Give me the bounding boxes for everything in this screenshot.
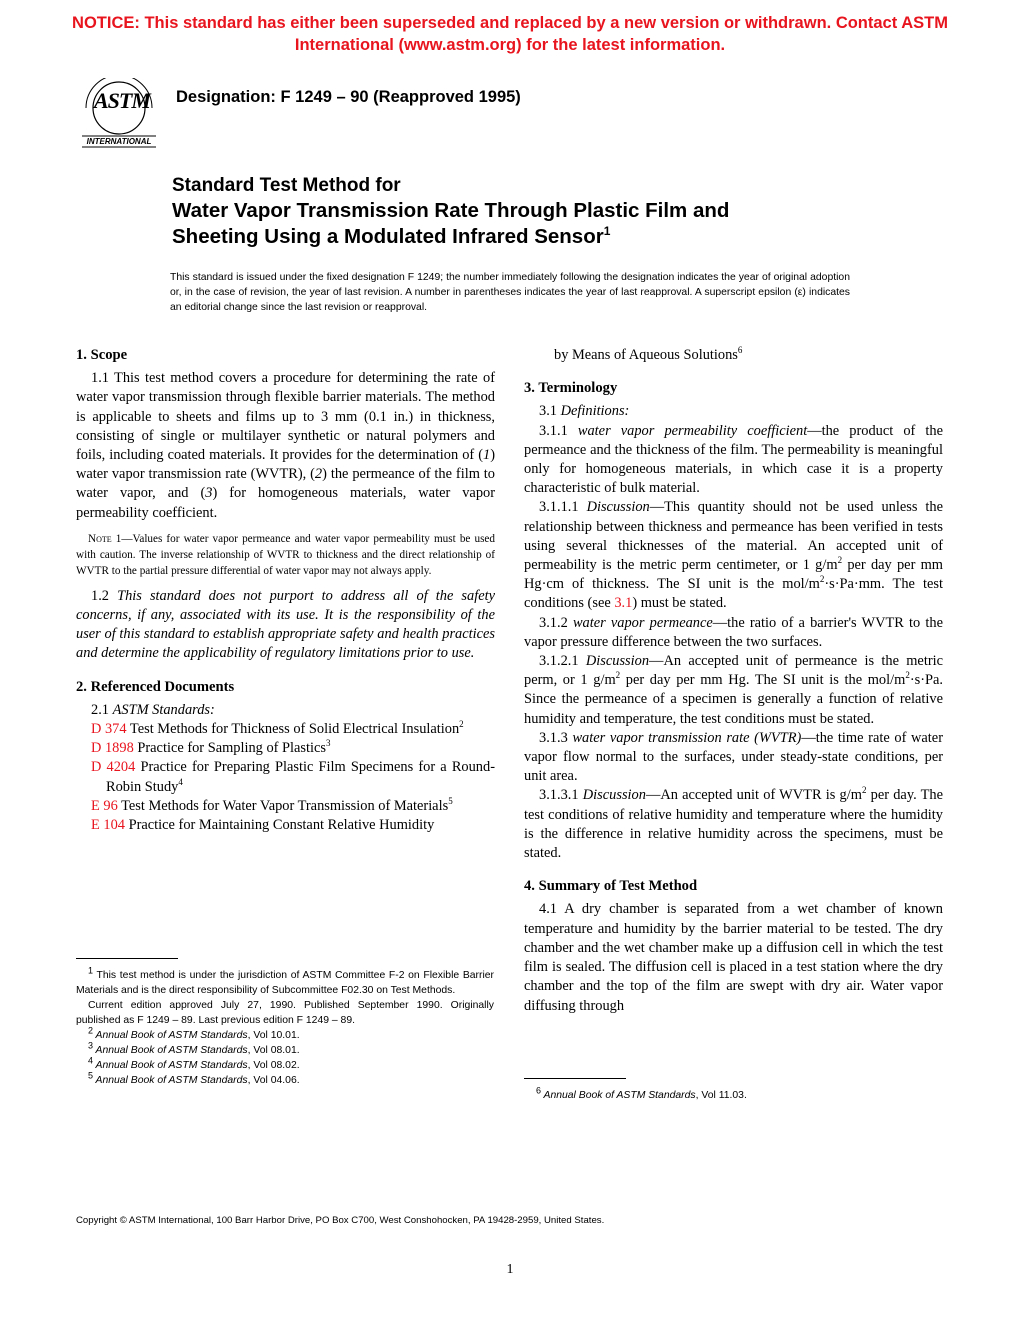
footnote-5: $^5$ Annual Book of ASTM Standards, Vol 04.06. [88,1070,300,1086]
astm-standards-subheading: 2.1 ASTM Standards: [91,701,215,718]
footnote-3: $^3$ Annual Book of ASTM Standards, Vol 08.01. [88,1040,300,1056]
definition-3-1-1: 3.1.1 water vapor permeability coefficient—the product of the permeance and the thickness of the film. The permeability is meaningful only for homogeneous materials, in which case it is a property characteristic of bulk material. [524,422,943,497]
title-line-3 [172,224,872,250]
footnote-2: $^2$ Annual Book of ASTM Standards, Vol 10.01. [88,1025,300,1041]
astm-logo [76,78,162,150]
discussion-3-1-2-1: 3.1.2.1 Discussion—An accepted unit of permeance is the metric perm, or 1 $g/m^2$ per day per mm Hg. The SI unit is the mol/$m^2\cdot s\cdot Pa$. Since the permeance of a specimen is generally a function of relative humidity and temperature, the test conditions must be stated. [524,653,944,727]
footnotes-left [76,965,494,1088]
section-2-heading: 2. Referenced Documents [76,678,235,695]
footnote-4: $^4$ Annual Book of ASTM Standards, Vol 08.02. [88,1055,300,1071]
section-3-heading: 3. Terminology [524,380,618,397]
section-1-heading: 1. Scope [76,347,128,363]
section-cross-reference-link[interactable]: 3.1 [614,595,633,612]
discussion-3-1-3-1: 3.1.3.1 Discussion—An accepted unit of WVTR is $g/m^2$ per day. The test conditions of relative humidity and temperature where the humidity is the difference in relative humidity across the specimens, must be stated. [524,785,943,862]
reference-item: D 4204 Practice for Preparing Plastic Film Specimens for a Round-Robin Study$^4$ [91,759,495,795]
document-title [172,174,872,250]
copyright-line: Copyright © ASTM International, 100 Barr Harbor Drive, PO Box C700, West Conshohocken, PA 19428-2959, United States. [76,1215,605,1226]
logo-letters: ASTM [94,88,150,113]
withdrawal-notice [0,12,1020,56]
reference-item: E 96 Test Methods for Water Vapor Transmission of Materials$^5$ [91,796,453,814]
title-line-1: Standard Test Method for [172,175,401,196]
footnote-rule-left [76,958,178,959]
footnote-6: $^6$ Annual Book of ASTM Standards, Vol 11.03. [536,1085,747,1101]
left-column [76,346,495,835]
reference-item: E 104 Practice for Maintaining Constant Relative Humidity [91,817,435,834]
footnotes-right [524,1085,943,1103]
definitions-subheading: 3.1 Definitions: [539,403,630,420]
reference-link[interactable]: D 4204 [91,759,136,776]
designation: Designation: F 1249 – 90 (Reapproved 1995) [176,88,521,106]
discussion-3-1-1-1: 3.1.1.1 Discussion—This quantity should not be used unless the relationship between thickness and permeance has been verified in tests using several thicknesses of the material. An accepted unit of permeability is the metric perm centimeter, or 1 $g/m^2$ per day per mm Hg·cm of thickness. The SI unit is the mol/$m^2\cdot s\cdot Pa\cdot mm$. The test conditions (see 3.1) must be stated. [524,499,944,612]
title-line-2: Water Vapor Transmission Rate Through Plastic Film and [172,199,730,222]
reference-continued: by Means of Aqueous Solutions$^6$ [554,345,743,363]
title-line-3-text: Sheeting Using a Modulated Infrared Sensor [172,225,604,248]
reference-link[interactable]: D 374 [91,721,127,738]
definition-3-1-3: 3.1.3 water vapor transmission rate (WVTR)—the time rate of water vapor flow normal to the surfaces, under steady-state conditions, per unit area. [524,729,943,785]
footnote-1: $^1$ This test method is under the jurisdiction of ASTM Committee F-2 on Flexible Barrier Materials and is the direct responsibility of Subcommittee F02.30 on Test Methods. [76,965,494,996]
definition-3-1-2: 3.1.2 water vapor permeance—the ratio of a barrier's WVTR to the vapor pressure difference between the two surfaces. [524,614,943,650]
footnote-1-edition: Current edition approved July 27, 1990. Published September 1990. Originally published as F 1249 – 89. Last previous edition F 1249 – 89. [76,1000,494,1026]
issue-note: This standard is issued under the fixed designation F 1249; the number immediately following the designation indicates the year of original adoption or, in the case of revision, the year of last revision. A number in parentheses indicates the year of last reapproval. A superscript epsilon (ε) indicates an editorial change since the last revision or reapproval. [170,272,850,313]
footnote-rule-right [524,1078,626,1079]
title-footnote-marker: 1 [603,224,611,239]
notice-line-1: NOTICE: This standard has either been superseded and replaced by a new version or withdrawn. Contact ASTM [72,14,948,32]
right-column [524,346,943,1016]
reference-link[interactable]: D 1898 [91,740,134,757]
section-4-heading: 4. Summary of Test Method [524,878,698,895]
notice-line-2: International (www.astm.org) for the latest information. [294,36,726,54]
reference-item: D 374 Test Methods for Thickness of Solid Electrical Insulation$^2$ [91,719,464,738]
scope-paragraph-1-2: 1.2 This standard does not purport to address all of the safety concerns, if any, associated with its use. It is the responsibility of the user of this standard to establish appropriate safety and health practices and determine the applicability of regulatory limitations prior to use. [76,587,495,662]
reference-link[interactable]: E 104 [91,817,125,834]
logo-subtitle: INTERNATIONAL [86,137,152,146]
summary-paragraph-4-1: 4.1 A dry chamber is separated from a wet chamber of known temperature and humidity by the barrier material to be tested. The dry chamber and the wet chamber make up a diffusion cell in which the test film is sealed. The diffusion cell is placed in a test station where the dry chamber and the top of the film are swept with dry air. Water vapor diffusing through [524,901,943,1014]
page-number: 1 [506,1262,514,1277]
reference-item: D 1898 Practice for Sampling of Plastics$^3$ [91,738,331,757]
reference-link[interactable]: E 96 [91,797,118,814]
note-1: Note 1—Values for water vapor permeance and water vapor permeability must be used with caution. The inverse relationship of WVTR to thickness and the direct relationship of WVTR to the partial pressure differential of water vapor may not always apply. [76,532,495,577]
scope-paragraph-1-1: 1.1 This test method covers a procedure for determining the rate of water vapor transmission through flexible barrier materials. The method is applicable to sheets and films up to 3 mm (0.1 in.) in thickness, consisting of single or multilayer synthetic or natural polymers and foils, including coated materials. It provides for the determination of (1) water vapor transmission rate (WVTR), (2) the permeance of the film to water vapor, and (3) for homogeneous materials, water vapor permeability coefficient. [76,370,495,521]
